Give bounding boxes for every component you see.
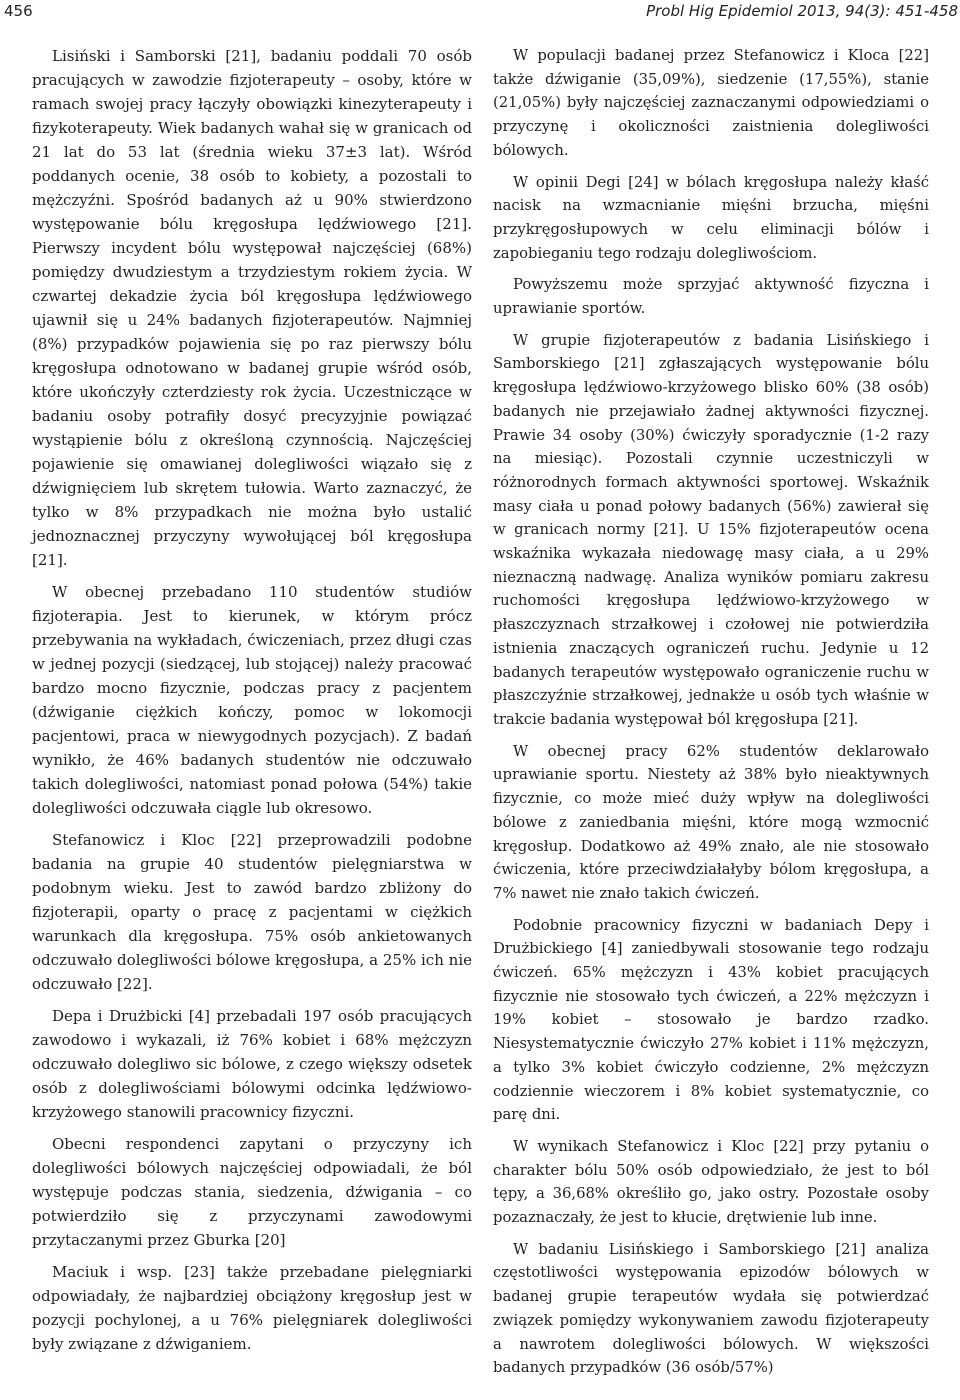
paragraph: Podobnie pracownicy fizyczni w badaniach Depy i Drużbickiego [4] zaniedbywali stosowanie tego rodzaju ćwiczeń. 65% mężczyzn i 43% kobiet pracujących fizycznie nie stosowało tych ćwiczeń, a 22% mężczyzn i 19% kobiet – stosowało je bardzo rzadko. Niesystematycznie ćwiczyło 27% kobiet i 11% mężczyzn, a tylko 3% kobiet ćwiczyło codzienne, 2% mężczyzn codziennie wieczorem i 8% kobiet systematycznie, co parę dni. [493,916,929,1124]
paragraph: W obecnej pracy 62% studentów deklarowało uprawianie sportu. Niestety aż 38% było nieaktywnych fizycznie, co może mieć duży wpływ na dolegliwości bólowe z zaniedbania mięśni, które mogą wzmocnić kręgosłup. Dodatkowo aż 49% znało, ale nie stosowało ćwiczenia, które przeciwdziałałyby bólom kręgosłupa, a 7% nawet nie znało takich ćwiczeń. [493,742,929,902]
paragraph: Obecni respondenci zapytani o przyczyny ich dolegliwości bólowych najczęściej odpowiadali, że ból występuje podczas stania, siedzenia, dźwigania – co potwierdziło się z przyczynami zawodowymi przytaczanymi przez Gburka [20] [32,1135,472,1249]
paragraph: Lisiński i Samborski [21], badaniu poddali 70 osób pracujących w zawodzie fizjoterapeuty – osoby, które w ramach swojej pracy łączyły obowiązki kinezyterapeuty i fizykoterapeuty. Wiek badanych wahał się w granicach od 21 lat do 53 lat (średnia wieku 37±3 lat). Wśród poddanych ocenie, 38 osób to kobiety, a pozostali to mężczyźni. Spośród badanych aż u 90% stwierdzono występowanie bólu kręgosłupa lędźwiowego [21]. Pierwszy incydent bólu występował najczęściej (68%) pomiędzy dwudziestym a trzydziestym rokiem życia. W czwartej dekadzie życia ból kręgosłupa lędźwiowego ujawnił się u 24% badanych fizjoterapeutów. Najmniej (8%) przypadków pojawienia się po raz pierwszy bólu kręgosłupa odnotowano w badanej grupie wśród osób, które ukończyły czterdziesty rok życia. Uczestniczące w badaniu osoby potrafiły dosyć precyzyjnie powiązać wystąpienie bólu z określoną czynnością. Najczęściej pojawienie się omawianej dolegliwości wiązało się z dźwignięciem lub skrętem tułowia. Warto zaznaczyć, że tylko w 8% przypadkach nie można było ustalić jednoznacznej przyczyny wywołującej ból kręgosłupa [21]. [32,47,472,569]
paragraph: W badaniu Lisińskiego i Samborskiego [21] analiza częstotliwości występowania epizodów bólowych w badanej grupie terapeutów wydała się potwierdzać związek pomiędzy wykonywaniem zawodu fizjoterapeuty a nawrotem dolegliwości bólowych. W większości badanych przypadków (36 osób/57%) [493,1240,929,1377]
paragraph: W populacji badanej przez Stefanowicz i Kloca [22] także dźwiganie (35,09%), siedzenie (17,55%), stanie (21,05%) były najczęściej zaznaczanymi odpowiedziami o przyczynę i okoliczności zaistnienia dolegliwości bólowych. [493,47,929,159]
page-header [0,0,960,22]
page-number: 456 [4,2,33,20]
paragraph: W obecnej przebadano 110 studentów studiów fizjoterapia. Jest to kierunek, w którym prócz przebywania na wykładach, ćwiczeniach, przez długi czas w jednej pozycji (siedzącej, lub stojącej) należy pracować bardzo mocno fizycznie, podczas pracy z pacjentem (dźwiganie ciężkich kończy, pomoc w lokomocji pacjentowi, praca w niewygodnych pozycjach). Z badań wynikło, że 46% badanych studentów nie odczuwało takich dolegliwości, natomiast ponad połowa (54%) takie dolegliwości odczuwała ciągle lub okresowo. [32,583,472,817]
paragraph: Depa i Drużbicki [4] przebadali 197 osób pracujących zawodowo i wykazali, iż 76% kobiet i 68% mężczyzn odczuwało dolegliwo sic bólowe, z czego większy odsetek osób z dolegliwościami bólowymi odcinka lędźwiowo-krzyżowego stanowili pracownicy fizyczni. [32,1007,472,1121]
left-column [32,44,472,1364]
paragraph: W wynikach Stefanowicz i Kloc [22] przy pytaniu o charakter bólu 50% osób odpowiedziało, że jest to ból tępy, a 36,68% określiło go, jako ostry. Pozostałe osoby pozaznaczały, że jest to kłucie, drętwienie lub inne. [493,1137,929,1227]
right-column [493,44,929,1388]
paragraph: Powyższemu może sprzyjać aktywność fizyczna i uprawianie sportów. [493,276,929,318]
paragraph: W opinii Degi [24] w bólach kręgosłupa należy kłaść nacisk na wzmacnianie mięśni brzucha, mięśni przykręgosłupowych w celu eliminacji bólów i zapobieganiu tego rodzaju dolegliwościom. [493,173,929,262]
journal-reference: Probl Hig Epidemiol 2013, 94(3): 451-458 [646,2,958,20]
paragraph: Stefanowicz i Kloc [22] przeprowadzili podobne badania na grupie 40 studentów pielęgniarstwa w podobnym wieku. Jest to zawód bardzo zbliżony do fizjoterapii, oparty o pracę z pacjentami w ciężkich warunkach dla kręgosłupa. 75% osób ankietowanych odczuwało dolegliwości bólowe kręgosłupa, a 25% ich nie odczuwało [22]. [32,831,472,993]
paragraph: W grupie fizjoterapeutów z badania Lisińskiego i Samborskiego [21] zgłaszających występowanie bólu kręgosłupa lędźwiowo-krzyżowego blisko 60% (38 osób) badanych nie przejawiało żadnej aktywności fizycznej. Prawie 34 osoby (30%) ćwiczyły sporadycznie (1-2 razy na miesiąc). Pozostali czynnie uczestniczyli w różnorodnych formach aktywności sportowej. Wskaźnik masy ciała u ponad połowy badanych (56%) zawierał się w granicach normy [21]. U 15% fizjoterapeutów ocena wskaźnika wykazała niedowagę masy ciała, a u 29% nieznaczną nadwagę. Analiza wyników pomiaru zakresu ruchomości kręgosłupa lędźwiowo-krzyżowego w płaszczyznach strzałkowej i czołowej nie potwierdziła istnienia znaczących ograniczeń ruchu. Jedynie u 12 badanych terapeutów występowało ograniczenie ruchu w płaszczyźnie strzałkowej, jednakże u osób tych właśnie w trakcie badania występował ból kręgosłupa [21]. [493,331,929,728]
paragraph: Maciuk i wsp. [23] także przebadane pielęgniarki odpowiadały, że najbardziej obciążony kręgosłup jest w pozycji pochylonej, a u 76% pielęgniarek dolegliwości były związane z dźwiganiem. [32,1263,472,1353]
